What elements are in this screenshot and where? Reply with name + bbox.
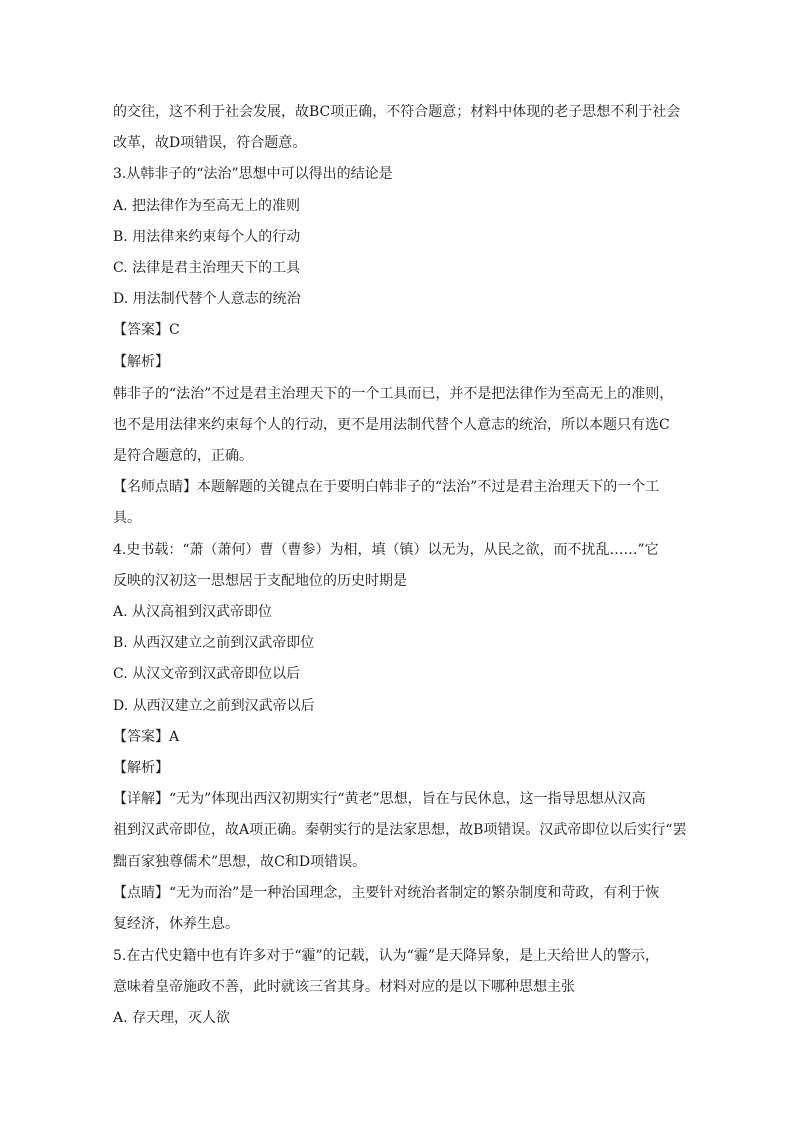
option-c: C. 从汉文帝到汉武帝即位以后	[113, 666, 301, 682]
option-a: A. 把法律作为至高无上的准则	[113, 198, 301, 214]
text-line: 复经济，休养生息。	[113, 916, 239, 932]
text-line: 反映的汉初这一思想居于支配地位的历史时期是	[113, 573, 407, 589]
answer-label: 【答案】C	[113, 322, 180, 338]
text-line: 黜百家独尊儒术”思想，故C和D项错误。	[113, 854, 367, 870]
text-line: 祖到汉武帝即位，故A项正确。秦朝实行的是法家思想，故B项错误。汉武帝即位以后实行“罢	[113, 822, 687, 838]
text-line: 的交往，这不利于社会发展，故BC项正确，不符合题意；材料中体现的老子思想不利于社会	[113, 104, 681, 120]
option-a: A. 从汉高祖到汉武帝即位	[113, 604, 273, 620]
teacher-note: 【名师点睛】本题解题的关键点在于要明白韩非子的“法治”不过是君主治理天下的一个工	[113, 479, 660, 495]
text-line: 改革，故D项错误，符合题意。	[113, 135, 307, 151]
option-d: D. 用法制代替个人意志的统治	[113, 291, 301, 307]
answer-label: 【答案】A	[113, 729, 180, 745]
option-b: B. 从西汉建立之前到汉武帝即位	[113, 635, 315, 651]
option-c: C. 法律是君主治理天下的工具	[113, 260, 301, 276]
detail-explanation: 【详解】“无为”体现出西汉初期实行“黄老”思想，旨在与民休息，这一指导思想从汉高	[113, 791, 646, 807]
analysis-label: 【解析】	[113, 760, 169, 776]
text-line: 也不是用法律来约束每个人的行动，更不是用法制代替个人意志的统治，所以本题只有选C	[113, 417, 670, 433]
option-b: B. 用法律来约束每个人的行动	[113, 229, 301, 245]
text-line: 意味着皇帝施政不善，此时就该三省其身。材料对应的是以下哪种思想主张	[113, 979, 575, 995]
option-a: A. 存天理，灭人欲	[113, 1010, 231, 1026]
analysis-label: 【解析】	[113, 354, 169, 370]
option-d: D. 从西汉建立之前到汉武帝以后	[113, 698, 315, 714]
text-line: 是符合题意的，正确。	[113, 448, 253, 464]
question-3-stem: 3.从韩非子的“法治”思想中可以得出的结论是	[113, 166, 393, 182]
text-line: 具。	[113, 510, 141, 526]
text-line: 韩非子的“法治”不过是君主治理天下的一个工具而已，并不是把法律作为至高无上的准则，	[113, 386, 674, 402]
question-4-stem: 4.史书载：“萧（萧何）曹（曹参）为相，填（镇）以无为，从民之欲，而不扰乱……”它	[113, 542, 659, 558]
key-point: 【点睛】“无为而治”是一种治国理念，主要针对统治者制定的繁杂制度和苛政，有利于恢	[113, 885, 660, 901]
question-5-stem: 5.在古代史籍中也有许多对于“霾”的记载，认为“霾”是天降异象，是上天给世人的警示，	[113, 948, 659, 964]
